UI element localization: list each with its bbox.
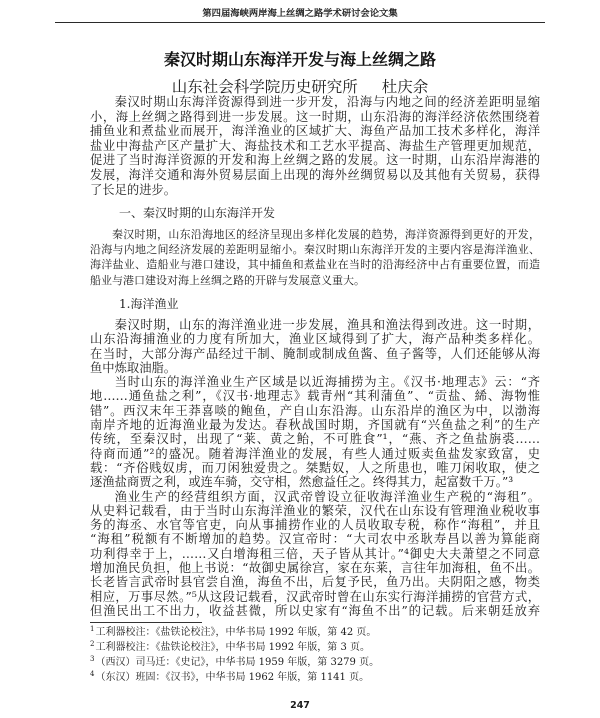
body-paragraph (90, 490, 540, 619)
text-line: 发展，海洋交通和海外贸易层面上出现的海外丝绸贸易以及其他有关贸易，获得 (90, 167, 540, 182)
section-heading: 一、秦汉时期的山东海洋开发 (119, 206, 276, 220)
text-line: 秦汉时期，山东沿海地区的经济呈现出多样化发展的趋势，海洋资源得到更好的开发， (112, 228, 540, 241)
text-line: 山东沿海捕渔业的力度有所加大，渔业区域得到了扩大，海产品种类多样化。 (90, 332, 540, 347)
footnote (90, 655, 540, 670)
abstract (90, 95, 540, 197)
text-line: 务的海丞、水官等官吏，向从事捕捞作业的人员收取专税，称作“海租”，并且 (90, 518, 540, 533)
section-intro (90, 227, 540, 288)
body-text (90, 318, 540, 618)
text-line: 长老皆言武帝时县官尝自渔，海鱼不出，后复予民，鱼乃出。夫阴阳之感，物类 (90, 575, 540, 590)
text-line: 待商而通”²的盛况。随着海洋渔业的发展，有些人通过贩卖鱼盐发家致富，史 (90, 446, 540, 461)
author-name: 杜庆余 (381, 78, 429, 96)
text-line: 捕鱼业和煮盐业而展开，海洋渔业的区域扩大、海鱼产品加工技术多样化，海洋 (90, 124, 540, 139)
footnote (90, 640, 540, 655)
text-line: 秦汉时期，山东的海洋渔业进一步发展，渔具和渔法得到改进。这一时期， (114, 318, 540, 332)
footnote-mark: 4 (90, 670, 95, 678)
footnote-text: （东汉）班固：《汉书》，中华书局 1962 年版，第 1141 页。 (95, 672, 370, 683)
header-rule (55, 22, 545, 23)
footnote-mark: 2 (90, 640, 95, 648)
text-line: 了长足的进步。 (90, 182, 177, 197)
subsection-heading: 1.海洋渔业 (119, 297, 179, 311)
text-line: 秦汉时期山东海洋资源得到进一步开发，沿海与内地之间的经济差距明显缩 (114, 95, 540, 109)
text-line: 南岸齐地的近海渔业最为发达。春秋战国时期，齐国就有“兴鱼盐之利”的生产 (90, 418, 540, 433)
text-line: 促进了当时海洋资源的开发和海上丝绸之路的发展。这一时期，山东沿岸海港的 (90, 153, 540, 168)
text-line: 盐业中海盐产区产量扩大、海盐技术和工艺水平提高、海盐生产管理更加规范， (90, 138, 540, 153)
footnote-text: 工利器校注：《盐铁论校注》，中华书局 1992 年版，第 3 页。 (95, 642, 370, 653)
text-line: 相应，万事尽然。”⁵从这段记载看，汉武帝时曾在山东实行海洋捕捞的官营方式， (90, 589, 540, 604)
text-line: 增加渔民负担，他上书说：“故御史属徐宫，家在东莱，言往年加海租，鱼不出。 (90, 561, 540, 576)
footnote-text: 工利器校注：《盐铁论校注》，中华书局 1992 年版，第 42 页。 (95, 627, 377, 638)
author-affiliation: 山东社会科学院历史研究所 (171, 78, 358, 96)
text-line: 传统，至秦汉时，出现了“莱、黄之鲐，不可胜食”¹，“燕、齐之鱼盐旃裘…… (90, 432, 540, 447)
text-line: 船业与港口建设对海上丝绸之路的开辟与发展意义重大。 (90, 273, 365, 287)
footnote-mark: 3 (90, 655, 95, 663)
paper-title: 秦汉时期山东海洋开发与海上丝绸之路 (163, 50, 436, 69)
body-paragraph (90, 375, 540, 489)
footnote (90, 670, 540, 685)
footnote-mark: 1 (90, 625, 95, 633)
text-line: 当时山东的海洋渔业生产区域是以近海捕捞为主。《汉书·地理志》云：“齐 (114, 375, 540, 390)
text-line: 地……通鱼盐之利”，《汉书·地理志》载青州“其利蒲鱼”、“贡盐、絺、海物惟 (90, 389, 540, 404)
body-paragraph (90, 318, 540, 375)
text-line: 在当时，大部分海产品经过干制、腌制或制成鱼酱、鱼子酱等，人们还能够从海 (90, 346, 540, 361)
author-line (0, 78, 600, 96)
text-line: 逐渔盐商贾之利，或连车骑，交守相，然愈益任之。终得其力，起富数千万。”³ (90, 475, 514, 490)
text-line: 沿海与内地之间经济发展的差距明显缩小。秦汉时期山东海洋开发的主要内容是海洋渔业、 (90, 243, 540, 257)
footnote (90, 625, 540, 640)
text-line: 载：“齐俗贱奴虏，而刀闲独爱贵之。桀黠奴，人之所患也，唯刀闲收取，使之 (90, 460, 540, 475)
text-line: 但渔民出工不出力，收益甚微，所以史家有“海鱼不出”的记载。后来朝廷放弃 (90, 603, 540, 618)
text-line: 错”。西汉末年王莽喜啖的鲍鱼，产自山东沿海。山东沿岸的渔区为中，以渤海 (90, 403, 540, 418)
text-line: 功利得幸于上，……又白增海租三倍，天子皆从其计。”⁴御史大夫萧望之不同意 (90, 546, 540, 561)
footnotes (90, 625, 540, 685)
text-line: 小，海上丝绸之路得到进一步发展。这一时期，山东沿海的海洋经济依然围绕着 (90, 109, 540, 124)
text-line: 鱼中炼取油脂。 (90, 360, 177, 375)
text-line: 从史料记载看，由于当时山东海洋渔业的繁荣，汉代在山东设有管理渔业税收事 (90, 503, 540, 518)
text-line: 海洋盐业、造船业与港口建设，其中捕鱼和煮盐业在当时的沿海经济中占有重要位置，而造 (90, 258, 540, 272)
page-number: 247 (290, 700, 310, 711)
text-line: 渔业生产的经营组织方面，汉武帝曾设立征收海洋渔业生产税的“海租”。 (114, 489, 540, 504)
footnote-text: （西汉）司马迁：《史记》，中华书局 1959 年版，第 3279 页。 (95, 657, 380, 668)
text-line: “海租”税额有不断增加的趋势。汉宣帝时：“大司农中丞耿寿昌以善为算能商 (90, 532, 540, 547)
running-header: 第四届海峡两岸海上丝绸之路学术研讨会论文集 (202, 8, 398, 19)
footnote-rule (90, 622, 202, 623)
